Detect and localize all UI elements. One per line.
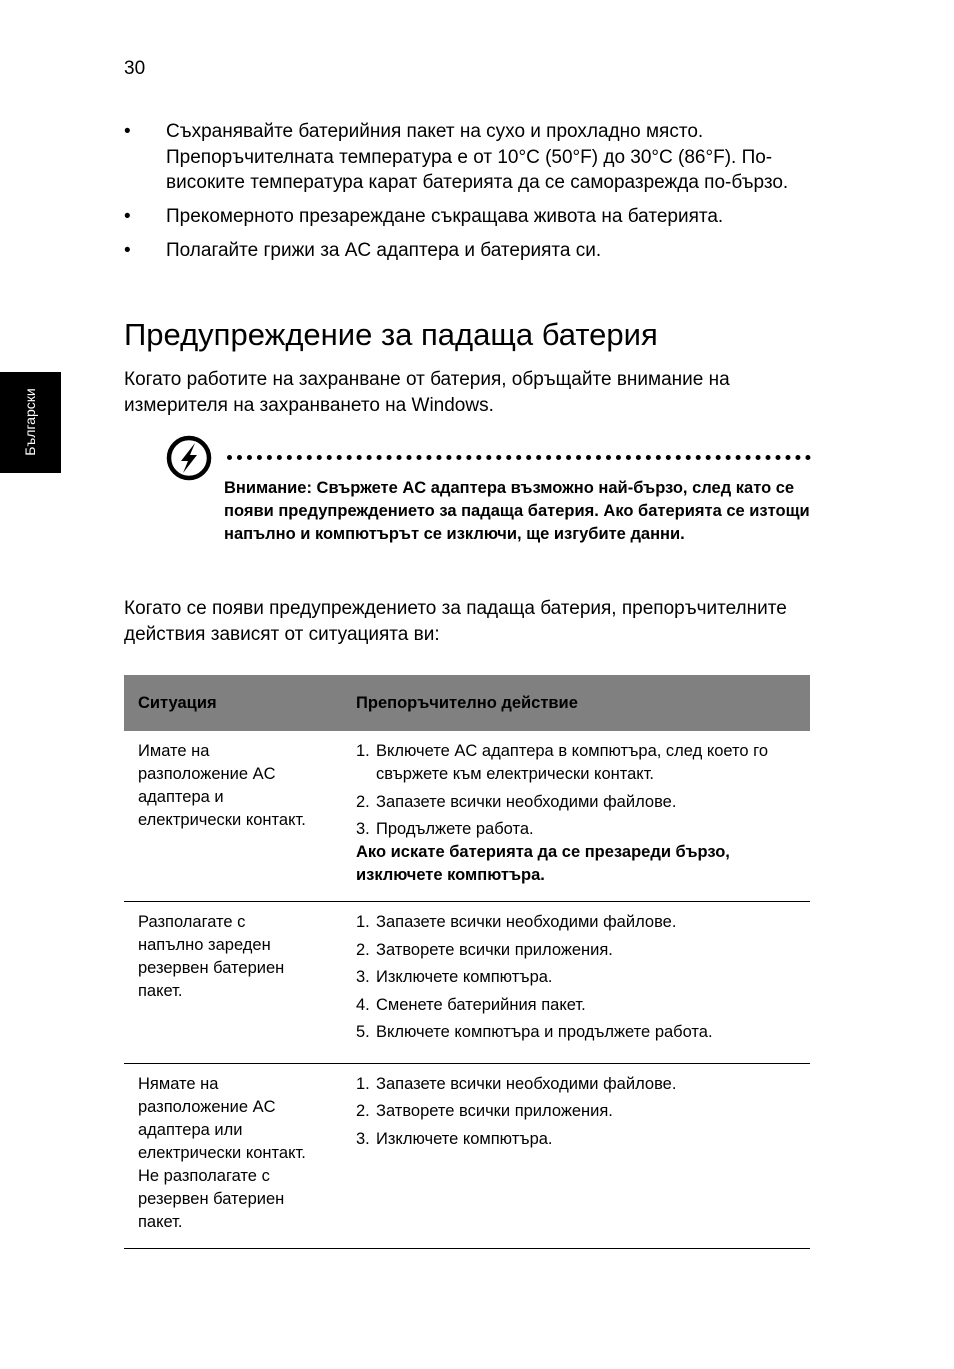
step-list	[356, 1073, 800, 1151]
bullet-symbol: •	[124, 240, 131, 261]
step-text: Запазете всички необходими файлове.	[376, 913, 677, 931]
list-item	[356, 1100, 800, 1123]
step-number: 2.	[356, 1102, 370, 1120]
step-number: 3.	[356, 1129, 370, 1148]
bullet-item	[124, 119, 814, 196]
action-cell	[340, 731, 810, 902]
step-number: 2.	[356, 940, 370, 959]
bullet-text: Прекомерното презареждане съкращава живота на батерията.	[166, 206, 724, 227]
list-item	[356, 791, 800, 814]
situation-table	[124, 675, 810, 1249]
step-text: Сменете батерийния пакет.	[376, 995, 586, 1014]
step-number: 5.	[356, 1023, 370, 1041]
warning-divider	[227, 455, 811, 460]
step-list	[356, 740, 800, 841]
step-number: 4.	[356, 995, 370, 1014]
recommendation-note: Ако искате батерията да се презареди бързо, изключете компютъра.	[356, 843, 730, 884]
intro-paragraph: Когато работите на захранване от батерия, обръщайте внимание на измерителя на захранването на Windows.	[124, 369, 730, 416]
step-text: Затворете всички приложения.	[376, 940, 613, 959]
list-item	[356, 966, 800, 989]
step-number: 2.	[356, 792, 370, 811]
list-item	[356, 911, 800, 934]
header-action: Препоръчително действие	[340, 675, 810, 731]
section-heading: Предупреждение за падаща батерия	[124, 317, 658, 352]
language-side-tab	[0, 372, 61, 473]
language-side-tab-label: Български	[22, 388, 38, 456]
situation-cell	[124, 731, 340, 902]
step-text: Включете компютъра и продължете работа.	[376, 1023, 713, 1041]
situation-cell	[124, 1063, 340, 1248]
step-number: 1.	[356, 913, 370, 931]
bullet-text: Съхранявайте батерийния пакет на сухо и прохладно място. Препоръчителната температура е от 10°C (50°F) до 30°C (86°F). По-високите температура карат батерията да се саморазрежда по-бързо.	[166, 121, 789, 193]
bullet-symbol: •	[124, 121, 131, 142]
action-cell	[340, 1063, 810, 1248]
step-text: Изключете компютъра.	[376, 968, 553, 986]
situation-text: Нямате на разположение AC адаптера или електрически контакт. Не разполагате с резервен батериен пакет.	[138, 1074, 306, 1231]
page-number: 30	[124, 58, 146, 79]
bullet-symbol: •	[124, 206, 131, 227]
step-number: 1.	[356, 742, 370, 760]
list-item	[356, 1021, 800, 1044]
step-text: Включете AC адаптера в компютъра, след което го свържете към електрически контакт.	[376, 742, 769, 783]
warning-text: Внимание: Свържете AC адаптера възможно най-бързо, след като се появи предупреждението за падаща батерия. Ако батерията се изтощи напълно и компютърът се изключи, ще изгубите данни.	[224, 479, 810, 543]
bullet-item	[124, 238, 814, 264]
step-number: 1.	[356, 1074, 370, 1093]
step-number: 3.	[356, 820, 370, 838]
table-row	[124, 902, 810, 1064]
table-row	[124, 731, 810, 902]
situation-text: Разполагате с напълно зареден резервен батериен пакет.	[138, 913, 285, 1000]
bullet-list	[124, 119, 814, 272]
table-header-row	[124, 675, 810, 731]
bullet-text: Полагайте грижи за AC адаптера и батерията си.	[166, 240, 602, 261]
step-text: Запазете всички необходими файлове.	[376, 1074, 677, 1093]
situation-text: Имате на разположение AC адаптера и електрически контакт.	[138, 742, 306, 829]
situation-cell	[124, 902, 340, 1064]
step-text: Изключете компютъра.	[376, 1129, 553, 1148]
step-number: 3.	[356, 968, 370, 986]
bullet-item	[124, 204, 814, 230]
step-list	[356, 911, 800, 1044]
list-item	[356, 939, 800, 962]
table-row	[124, 1063, 810, 1248]
list-item	[356, 1073, 800, 1096]
step-text: Продължете работа.	[376, 820, 534, 838]
list-item	[356, 1128, 800, 1151]
lightning-warning-icon	[166, 435, 212, 481]
list-item	[356, 994, 800, 1017]
header-situation: Ситуация	[124, 675, 340, 731]
step-text: Затворете всички приложения.	[376, 1102, 613, 1120]
action-cell	[340, 902, 810, 1064]
step-text: Запазете всички необходими файлове.	[376, 792, 677, 811]
list-item	[356, 740, 800, 786]
list-item	[356, 818, 800, 841]
lead-paragraph: Когато се появи предупреждението за падаща батерия, препоръчителните действия зависят от ситуацията ви:	[124, 598, 787, 645]
